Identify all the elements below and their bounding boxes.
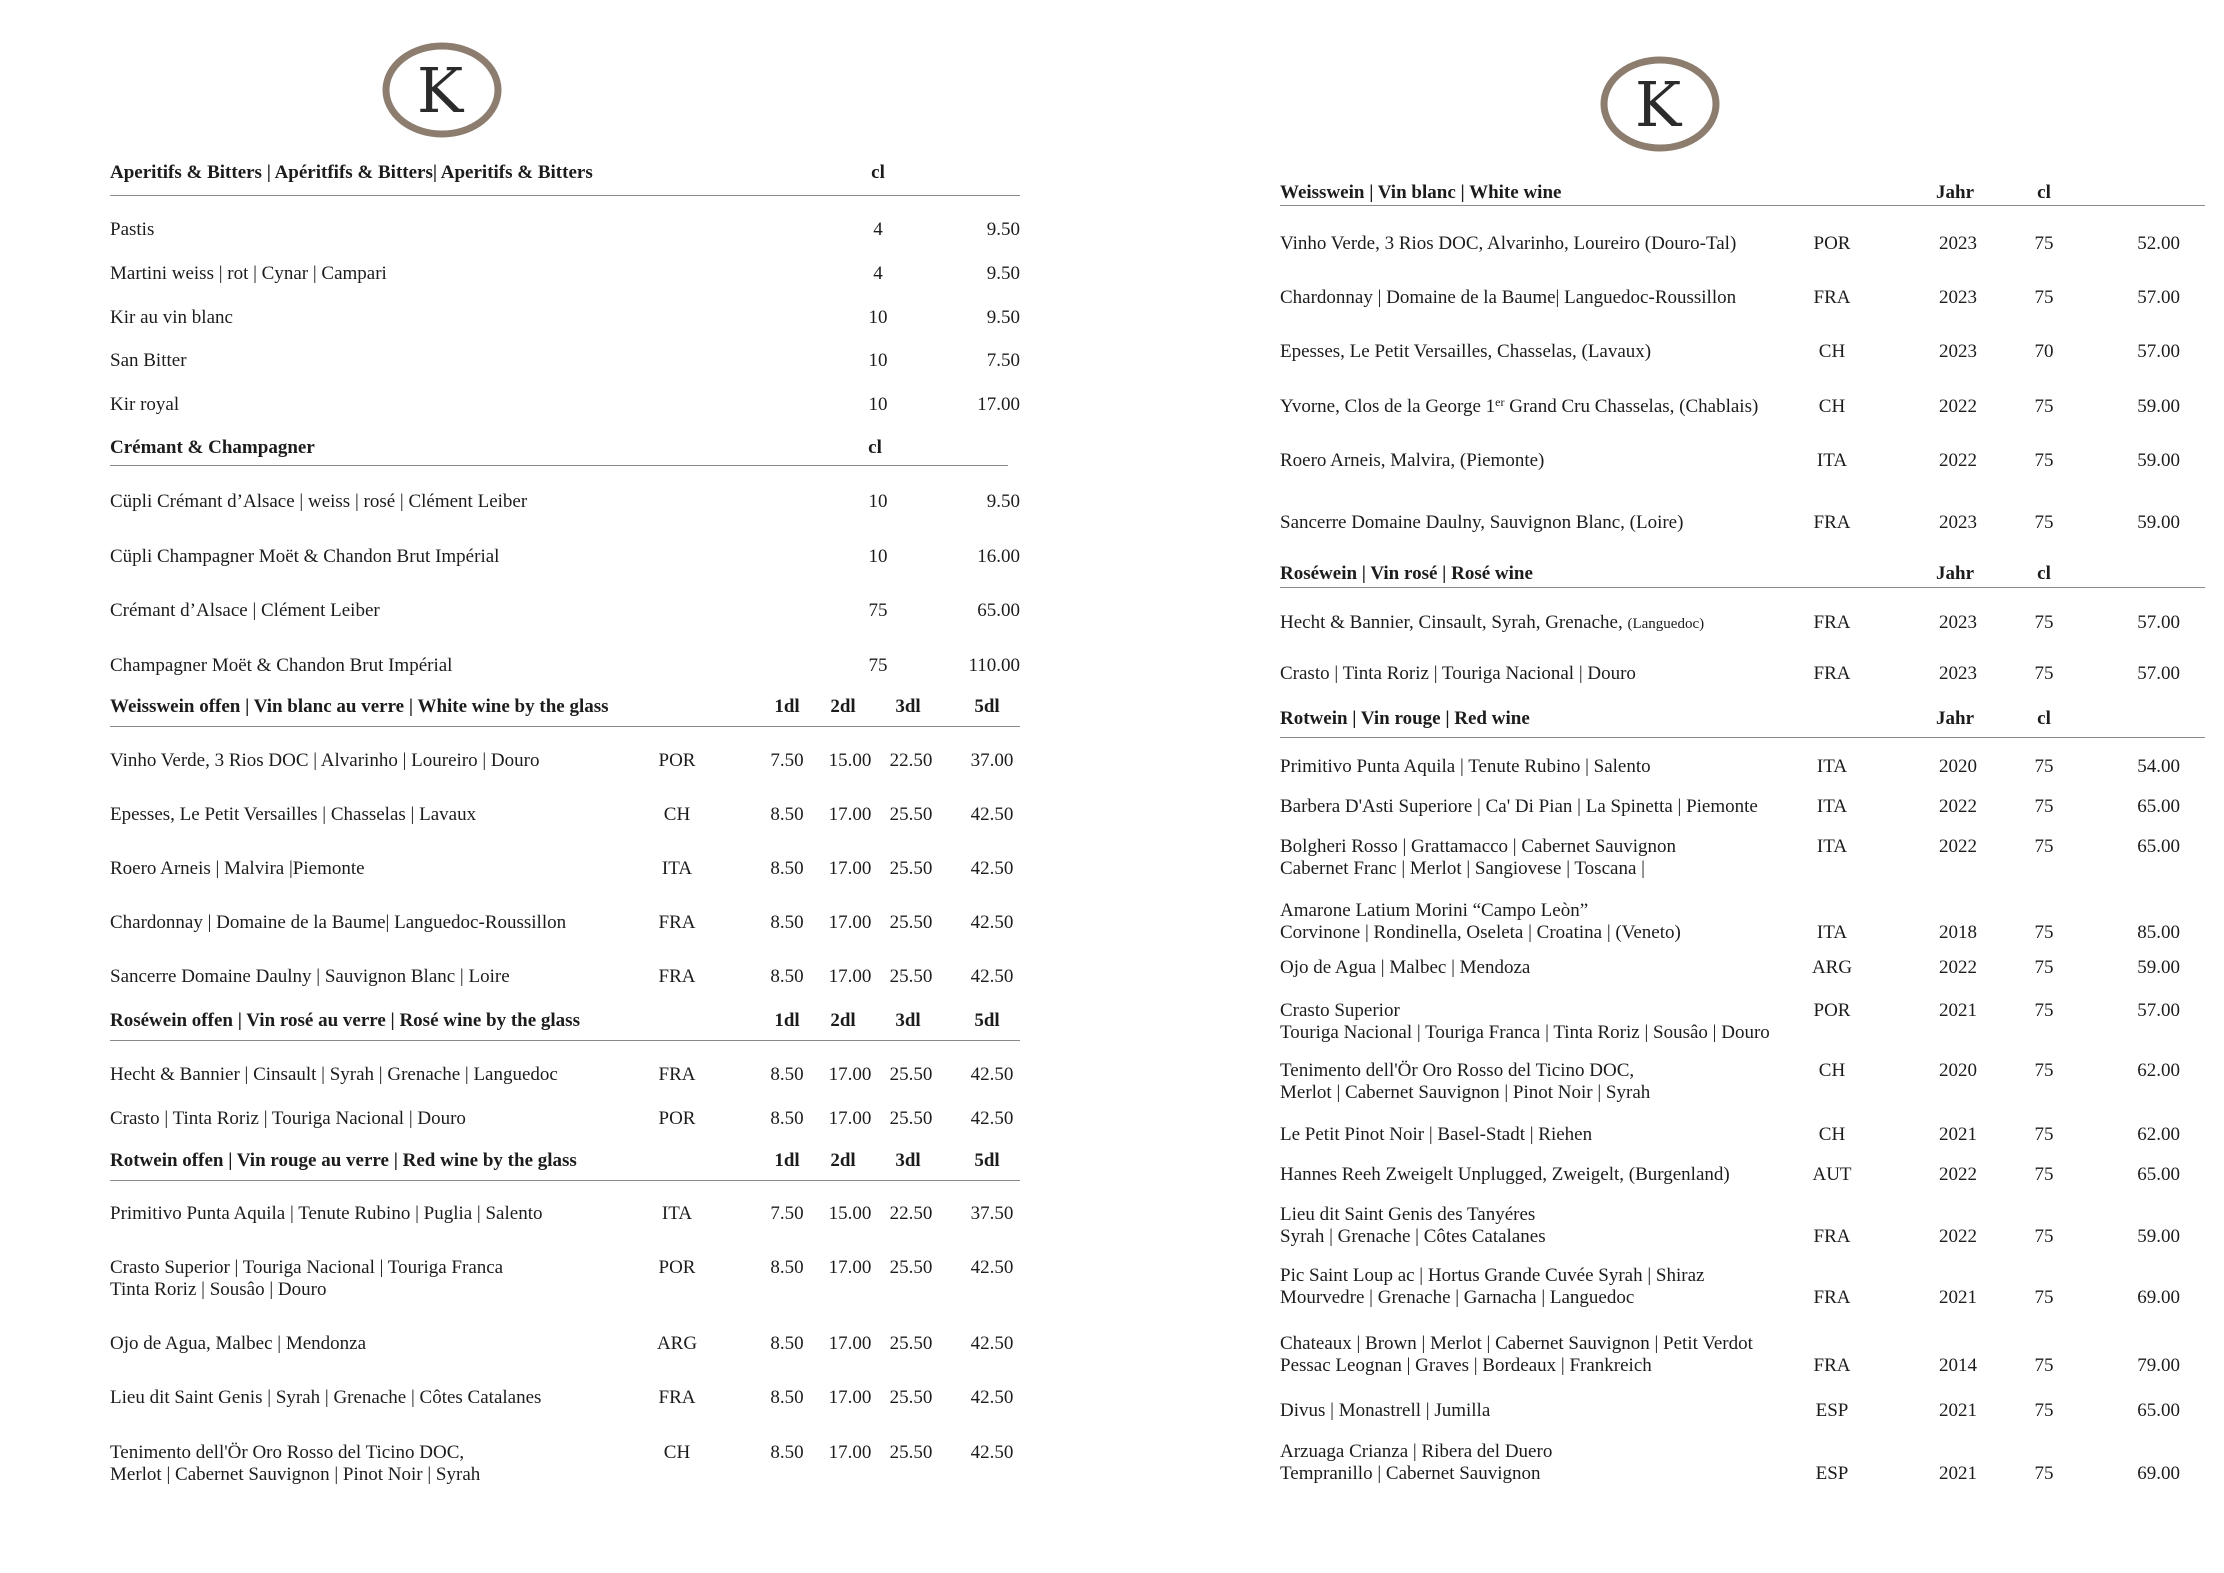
item-cl: 75 <box>2034 663 2054 684</box>
item-country: ITA <box>1816 796 1848 817</box>
item-price: 57.00 <box>2137 663 2180 684</box>
item-price: 7.50 <box>986 350 1020 371</box>
item-cl: 75 <box>868 655 888 676</box>
item-cl: 75 <box>2034 287 2054 308</box>
item-country: CH <box>663 804 691 825</box>
item-name-line2: Touriga Nacional | Touriga Franca | Tinta Roriz | Sousâo | Douro <box>1280 1022 1770 1043</box>
item-name-line2: Tempranillo | Cabernet Sauvignon <box>1280 1463 1541 1484</box>
price-2dl: 17.00 <box>828 1333 872 1354</box>
price-2dl: 17.00 <box>828 1108 872 1129</box>
item-cl: 75 <box>2034 1463 2054 1484</box>
item-price: 59.00 <box>2137 957 2180 978</box>
5dl-header: 5dl <box>974 1010 1000 1031</box>
cl-header: cl <box>2037 708 2051 729</box>
item-country: CH <box>663 1442 691 1463</box>
item-name: Hecht & Bannier | Cinsault | Syrah | Grenache | Languedoc <box>110 1064 558 1085</box>
item-cl: 75 <box>2034 957 2054 978</box>
item-name: Champagner Moët & Chandon Brut Impérial <box>110 655 453 676</box>
item-price: 59.00 <box>2137 450 2180 471</box>
item-name-superscript: er <box>1495 395 1505 409</box>
item-cl: 10 <box>868 350 888 371</box>
section-divider <box>110 465 1008 466</box>
item-name: Bolgheri Rosso | Grattamacco | Cabernet Sauvignon <box>1280 836 1676 857</box>
item-cl: 10 <box>868 307 888 328</box>
item-country: ARG <box>656 1333 698 1354</box>
item-name-line2: Merlot | Cabernet Sauvignon | Pinot Noir | Syrah <box>110 1464 481 1485</box>
section-title: Weisswein offen | Vin blanc au verre | White wine by the glass <box>110 696 609 717</box>
price-5dl: 42.50 <box>970 1442 1014 1463</box>
item-name: Hannes Reeh Zweigelt Unplugged, Zweigelt, (Burgenland) <box>1280 1164 1730 1185</box>
item-name: Tenimento dell'Ör Oro Rosso del Ticino DOC, <box>1280 1060 1635 1081</box>
price-5dl: 42.50 <box>970 966 1014 987</box>
cl-header: cl <box>868 437 882 458</box>
item-name: Crasto Superior | Touriga Nacional | Touriga Franca <box>110 1257 504 1278</box>
item-country: ITA <box>1816 756 1848 777</box>
item-name: Amarone Latium Morini “Campo Leòn” <box>1280 900 1589 921</box>
price-1dl: 8.50 <box>770 1333 804 1354</box>
item-cl: 75 <box>2034 450 2054 471</box>
price-2dl: 17.00 <box>828 804 872 825</box>
section-title: Rotwein offen | Vin rouge au verre | Red wine by the glass <box>110 1150 577 1171</box>
item-name: Kir au vin blanc <box>110 307 233 328</box>
item-country: FRA <box>1813 1226 1851 1247</box>
item-name: Arzuaga Crianza | Ribera del Duero <box>1280 1441 1553 1462</box>
price-5dl: 42.50 <box>970 1333 1014 1354</box>
price-5dl: 42.50 <box>970 912 1014 933</box>
section-divider <box>110 1180 1020 1181</box>
item-year: 2023 <box>1939 663 1977 684</box>
item-country: ITA <box>661 1203 693 1224</box>
price-1dl: 8.50 <box>770 966 804 987</box>
item-cl: 75 <box>2034 1164 2054 1185</box>
item-country: FRA <box>1813 1355 1851 1376</box>
item-cl: 75 <box>2034 1400 2054 1421</box>
item-name: Roero Arneis, Malvira, (Piemonte) <box>1280 450 1545 471</box>
item-country: CH <box>1818 341 1846 362</box>
left-menu-page <box>110 0 1030 1573</box>
item-cl: 10 <box>868 546 888 567</box>
price-3dl: 25.50 <box>889 1333 933 1354</box>
section-divider <box>1280 587 2205 588</box>
item-cl: 4 <box>873 263 883 284</box>
2dl-header: 2dl <box>830 1150 856 1171</box>
price-1dl: 8.50 <box>770 1387 804 1408</box>
5dl-header: 5dl <box>974 696 1000 717</box>
section-divider <box>110 726 1020 727</box>
item-price: 59.00 <box>2137 396 2180 417</box>
item-year: 2021 <box>1939 1000 1977 1021</box>
item-country: ESP <box>1815 1400 1849 1421</box>
price-1dl: 8.50 <box>770 1064 804 1085</box>
item-price: 85.00 <box>2137 922 2180 943</box>
item-country: CH <box>1818 1060 1846 1081</box>
price-2dl: 17.00 <box>828 966 872 987</box>
year-header: Jahr <box>1936 708 1974 729</box>
item-cl: 75 <box>2034 233 2054 254</box>
price-3dl: 22.50 <box>889 1203 933 1224</box>
item-year: 2023 <box>1939 287 1977 308</box>
item-year: 2022 <box>1939 1164 1977 1185</box>
item-price: 65.00 <box>2137 836 2180 857</box>
item-name: San Bitter <box>110 350 187 371</box>
item-price: 110.00 <box>968 655 1020 676</box>
item-year: 2023 <box>1939 512 1977 533</box>
item-price: 52.00 <box>2137 233 2180 254</box>
price-1dl: 7.50 <box>770 750 804 771</box>
cl-header: cl <box>2037 563 2051 584</box>
item-country: POR <box>1813 1000 1851 1021</box>
item-price: 65.00 <box>977 600 1020 621</box>
price-2dl: 17.00 <box>828 1442 872 1463</box>
item-country: ARG <box>1811 957 1853 978</box>
price-2dl: 15.00 <box>828 750 872 771</box>
section-title: Roséwein | Vin rosé | Rosé wine <box>1280 563 1533 584</box>
item-price: 9.50 <box>986 219 1020 240</box>
item-name: Vinho Verde, 3 Rios DOC | Alvarinho | Loureiro | Douro <box>110 750 540 771</box>
item-cl: 75 <box>2034 796 2054 817</box>
item-price: 62.00 <box>2137 1060 2180 1081</box>
item-cl: 75 <box>868 600 888 621</box>
price-2dl: 17.00 <box>828 1064 872 1085</box>
item-country: FRA <box>658 966 696 987</box>
price-1dl: 7.50 <box>770 1203 804 1224</box>
item-name-line2: Tinta Roriz | Sousâo | Douro <box>110 1279 327 1300</box>
item-name: Primitivo Punta Aquila | Tenute Rubino | Salento <box>1280 756 1651 777</box>
item-name-line2: Cabernet Franc | Merlot | Sangiovese | Toscana | <box>1280 858 1645 879</box>
item-name: Lieu dit Saint Genis | Syrah | Grenache | Côtes Catalanes <box>110 1387 542 1408</box>
item-name: Kir royal <box>110 394 180 415</box>
price-1dl: 8.50 <box>770 1442 804 1463</box>
item-price: 59.00 <box>2137 512 2180 533</box>
item-year: 2020 <box>1939 1060 1977 1081</box>
5dl-header: 5dl <box>974 1150 1000 1171</box>
item-price: 65.00 <box>2137 1400 2180 1421</box>
section-title: Weisswein | Vin blanc | White wine <box>1280 182 1562 203</box>
item-year: 2022 <box>1939 396 1977 417</box>
section-divider <box>110 1040 1020 1041</box>
item-price: 65.00 <box>2137 1164 2180 1185</box>
item-name: Chateaux | Brown | Merlot | Cabernet Sauvignon | Petit Verdot <box>1280 1333 1753 1354</box>
item-country: FRA <box>1813 612 1851 633</box>
item-name: Lieu dit Saint Genis des Tanyéres <box>1280 1204 1536 1225</box>
item-country: FRA <box>1813 287 1851 308</box>
item-name: Roero Arneis | Malvira |Piemonte <box>110 858 365 879</box>
item-cl: 75 <box>2034 922 2054 943</box>
price-3dl: 25.50 <box>889 966 933 987</box>
item-name-region: (Languedoc) <box>1627 616 1705 632</box>
item-year: 2018 <box>1939 922 1977 943</box>
item-country: FRA <box>658 1387 696 1408</box>
item-name: Crémant d’Alsace | Clément Leiber <box>110 600 380 621</box>
item-price: 69.00 <box>2137 1287 2180 1308</box>
item-cl: 75 <box>2034 1060 2054 1081</box>
item-price: 79.00 <box>2137 1355 2180 1376</box>
price-2dl: 17.00 <box>828 1387 872 1408</box>
item-name-line2: Mourvedre | Grenache | Garnacha | Languedoc <box>1280 1287 1635 1308</box>
section-divider <box>1280 205 2205 206</box>
section-title: Roséwein offen | Vin rosé au verre | Rosé wine by the glass <box>110 1010 580 1031</box>
price-3dl: 25.50 <box>889 1108 933 1129</box>
item-name: Ojo de Agua | Malbec | Mendoza <box>1280 957 1531 978</box>
price-5dl: 42.50 <box>970 858 1014 879</box>
item-country: ITA <box>1816 922 1848 943</box>
section-divider <box>110 195 1020 196</box>
item-price: 65.00 <box>2137 796 2180 817</box>
item-cl: 10 <box>868 394 888 415</box>
cl-header: cl <box>871 162 885 183</box>
item-country: ITA <box>1816 450 1848 471</box>
item-year: 2021 <box>1939 1287 1977 1308</box>
item-name: Sancerre Domaine Daulny | Sauvignon Blanc | Loire <box>110 966 510 987</box>
item-country: FRA <box>658 912 696 933</box>
item-name: Chardonnay | Domaine de la Baume| Languedoc-Roussillon <box>110 912 567 933</box>
item-name-line2: Merlot | Cabernet Sauvignon | Pinot Noir | Syrah <box>1280 1082 1651 1103</box>
1dl-header: 1dl <box>774 1010 800 1031</box>
price-2dl: 17.00 <box>828 1257 872 1278</box>
price-5dl: 42.50 <box>970 804 1014 825</box>
item-cl: 75 <box>2034 512 2054 533</box>
price-3dl: 25.50 <box>889 1442 933 1463</box>
item-country: CH <box>1818 396 1846 417</box>
item-cl: 75 <box>2034 1287 2054 1308</box>
item-year: 2022 <box>1939 836 1977 857</box>
item-name: Crasto | Tinta Roriz | Touriga Nacional | Douro <box>1280 663 1636 684</box>
price-1dl: 8.50 <box>770 1257 804 1278</box>
item-year: 2021 <box>1939 1463 1977 1484</box>
item-country: AUT <box>1812 1164 1852 1185</box>
item-name: Epesses, Le Petit Versailles | Chasselas | Lavaux <box>110 804 477 825</box>
item-price: 17.00 <box>977 394 1020 415</box>
price-3dl: 25.50 <box>889 1064 933 1085</box>
price-3dl: 25.50 <box>889 912 933 933</box>
item-price: 57.00 <box>2137 341 2180 362</box>
item-country: ESP <box>1815 1463 1849 1484</box>
price-2dl: 17.00 <box>828 912 872 933</box>
2dl-header: 2dl <box>830 696 856 717</box>
item-year: 2020 <box>1939 756 1977 777</box>
price-3dl: 25.50 <box>889 1387 933 1408</box>
price-1dl: 8.50 <box>770 858 804 879</box>
item-cl: 75 <box>2034 1000 2054 1021</box>
price-5dl: 42.50 <box>970 1108 1014 1129</box>
item-name: Chardonnay | Domaine de la Baume| Languedoc-Roussillon <box>1280 287 1737 308</box>
item-price: 59.00 <box>2137 1226 2180 1247</box>
1dl-header: 1dl <box>774 696 800 717</box>
item-country: POR <box>1813 233 1851 254</box>
right-menu-page <box>1280 0 2210 1573</box>
item-country: FRA <box>1813 1287 1851 1308</box>
item-country: POR <box>658 750 696 771</box>
3dl-header: 3dl <box>895 1150 921 1171</box>
item-year: 2022 <box>1939 957 1977 978</box>
section-title: Rotwein | Vin rouge | Red wine <box>1280 708 1530 729</box>
item-country: FRA <box>1813 663 1851 684</box>
price-5dl: 37.50 <box>970 1203 1014 1224</box>
item-price: 62.00 <box>2137 1124 2180 1145</box>
item-cl: 75 <box>2034 1226 2054 1247</box>
price-5dl: 42.50 <box>970 1387 1014 1408</box>
price-1dl: 8.50 <box>770 804 804 825</box>
price-5dl: 42.50 <box>970 1064 1014 1085</box>
2dl-header: 2dl <box>830 1010 856 1031</box>
item-cl: 75 <box>2034 836 2054 857</box>
item-cl: 75 <box>2034 1355 2054 1376</box>
item-name-line2: Corvinone | Rondinella, Oseleta | Croatina | (Veneto) <box>1280 922 1681 943</box>
item-price: 9.50 <box>986 491 1020 512</box>
year-header: Jahr <box>1936 182 1974 203</box>
price-3dl: 25.50 <box>889 804 933 825</box>
item-cl: 75 <box>2034 396 2054 417</box>
item-year: 2014 <box>1939 1355 1977 1376</box>
item-year: 2021 <box>1939 1124 1977 1145</box>
item-country: CH <box>1818 1124 1846 1145</box>
section-title: Aperitifs & Bitters | Apéritfifs & Bitters| Aperitifs & Bitters <box>110 162 593 183</box>
item-cl: 75 <box>2034 1124 2054 1145</box>
item-year: 2023 <box>1939 341 1977 362</box>
item-year: 2022 <box>1939 450 1977 471</box>
price-1dl: 8.50 <box>770 912 804 933</box>
item-name <box>1280 396 1758 418</box>
item-country: POR <box>658 1108 696 1129</box>
cl-header: cl <box>2037 182 2051 203</box>
item-year: 2021 <box>1939 1400 1977 1421</box>
item-cl: 4 <box>873 219 883 240</box>
item-price: 57.00 <box>2137 1000 2180 1021</box>
item-name-line2: Syrah | Grenache | Côtes Catalanes <box>1280 1226 1546 1247</box>
item-name: Le Petit Pinot Noir | Basel-Stadt | Riehen <box>1280 1124 1593 1145</box>
item-name: Primitivo Punta Aquila | Tenute Rubino | Puglia | Salento <box>110 1203 543 1224</box>
price-3dl: 25.50 <box>889 1257 933 1278</box>
item-cl: 75 <box>2034 756 2054 777</box>
item-price: 54.00 <box>2137 756 2180 777</box>
item-name: Pastis <box>110 219 155 240</box>
item-name: Sancerre Domaine Daulny, Sauvignon Blanc, (Loire) <box>1280 512 1684 533</box>
1dl-header: 1dl <box>774 1150 800 1171</box>
price-2dl: 17.00 <box>828 858 872 879</box>
logo-letter: K <box>1634 68 1682 141</box>
item-country: POR <box>658 1257 696 1278</box>
item-year: 2022 <box>1939 1226 1977 1247</box>
item-country: FRA <box>658 1064 696 1085</box>
item-price: 16.00 <box>977 546 1020 567</box>
item-name: Martini weiss | rot | Cynar | Campari <box>110 263 387 284</box>
item-name <box>1280 612 1704 635</box>
item-country: ITA <box>1816 836 1848 857</box>
item-year: 2022 <box>1939 796 1977 817</box>
section-title: Crémant & Champagner <box>110 437 315 458</box>
price-5dl: 42.50 <box>970 1257 1014 1278</box>
item-price: 57.00 <box>2137 287 2180 308</box>
price-2dl: 15.00 <box>828 1203 872 1224</box>
logo-letter: K <box>416 54 464 127</box>
section-divider <box>1280 737 2205 738</box>
item-name: Cüpli Champagner Moët & Chandon Brut Impérial <box>110 546 500 567</box>
item-name: Cüpli Crémant d’Alsace | weiss | rosé | Clément Leiber <box>110 491 528 512</box>
item-price: 9.50 <box>986 263 1020 284</box>
item-name-part: Grand Cru Chasselas, (Chablais) <box>1504 396 1759 417</box>
item-name-part: Hecht & Bannier, Cinsault, Syrah, Grenache, <box>1280 612 1628 633</box>
item-country: ITA <box>661 858 693 879</box>
price-5dl: 37.00 <box>970 750 1014 771</box>
item-cl: 70 <box>2034 341 2054 362</box>
price-1dl: 8.50 <box>770 1108 804 1129</box>
item-name: Epesses, Le Petit Versailles, Chasselas, (Lavaux) <box>1280 341 1652 362</box>
item-year: 2023 <box>1939 233 1977 254</box>
year-header: Jahr <box>1936 563 1974 584</box>
item-price: 57.00 <box>2137 612 2180 633</box>
item-price: 69.00 <box>2137 1463 2180 1484</box>
price-3dl: 22.50 <box>889 750 933 771</box>
item-name: Pic Saint Loup ac | Hortus Grande Cuvée Syrah | Shiraz <box>1280 1265 1705 1286</box>
item-name: Tenimento dell'Ör Oro Rosso del Ticino DOC, <box>110 1442 465 1463</box>
3dl-header: 3dl <box>895 696 921 717</box>
item-country: FRA <box>1813 512 1851 533</box>
item-cl: 10 <box>868 491 888 512</box>
item-name: Ojo de Agua, Malbec | Mendonza <box>110 1333 367 1354</box>
item-year: 2023 <box>1939 612 1977 633</box>
item-name: Crasto Superior <box>1280 1000 1400 1021</box>
item-name: Vinho Verde, 3 Rios DOC, Alvarinho, Loureiro (Douro-Tal) <box>1280 233 1737 254</box>
item-name: Barbera D'Asti Superiore | Ca' Di Pian | La Spinetta | Piemonte <box>1280 796 1758 817</box>
item-name: Divus | Monastrell | Jumilla <box>1280 1400 1491 1421</box>
item-name-line2: Pessac Leognan | Graves | Bordeaux | Frankreich <box>1280 1355 1652 1376</box>
price-3dl: 25.50 <box>889 858 933 879</box>
item-name: Crasto | Tinta Roriz | Touriga Nacional | Douro <box>110 1108 466 1129</box>
item-cl: 75 <box>2034 612 2054 633</box>
3dl-header: 3dl <box>895 1010 921 1031</box>
item-name-part: Yvorne, Clos de la George 1 <box>1280 396 1496 417</box>
item-price: 9.50 <box>986 307 1020 328</box>
